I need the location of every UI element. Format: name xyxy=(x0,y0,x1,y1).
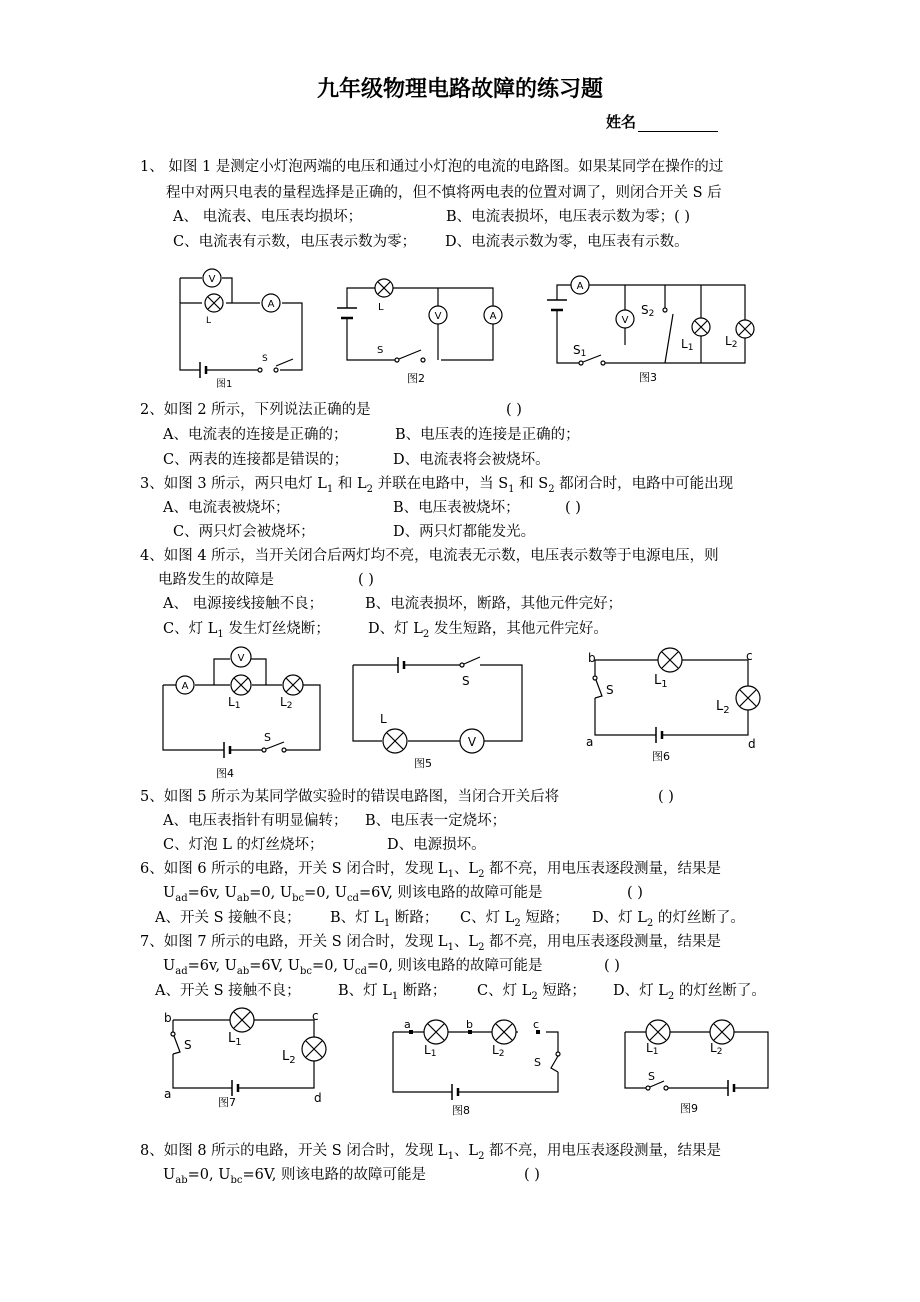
figure-9-circuit xyxy=(620,1016,780,1121)
q8-stem: 8、如图 8 所示的电路，开关 S 闭合时，发现 $L_1$、$L_2$ 都不亮，用电压表逐段测量，结果是 xyxy=(140,1143,722,1162)
figure-7-circuit xyxy=(158,1008,338,1123)
q8-answer-bracket[interactable]: ( ) xyxy=(524,1167,540,1183)
switch-label: S xyxy=(264,731,271,744)
q7-option-c: C、灯 $L_2$ 短路； xyxy=(477,983,586,1002)
q4-option-d: D、灯 $L_2$ 发生短路，其他元件完好。 xyxy=(368,621,608,640)
node-b-label: b xyxy=(466,1018,473,1031)
node-d-label: d xyxy=(314,1091,322,1105)
q7-option-b: B、灯 $L_1$ 断路； xyxy=(338,983,447,1002)
q5-option-d: D、电源损坏。 xyxy=(387,837,486,853)
node-a-label: a xyxy=(586,735,594,749)
q3-option-c: C、两只灯会被烧坏； xyxy=(173,524,315,540)
q1-line2: 程中对两只电表的量程选择是正确的，但不慎将两电表的位置对调了，则闭合开关 S 后 xyxy=(166,185,722,201)
voltmeter-label: V xyxy=(467,735,477,749)
figure-5-caption: 图5 xyxy=(414,757,432,770)
switch-label: S xyxy=(262,354,268,364)
lamp-l1-label: L1 xyxy=(646,1041,659,1057)
q3-option-b: B、电压表被烧坏； xyxy=(393,500,520,516)
switch-contact xyxy=(460,663,464,667)
switch-blade xyxy=(595,680,602,698)
switch-blade xyxy=(551,1056,558,1072)
lamp-label: L xyxy=(378,302,384,313)
switch-label: S xyxy=(534,1056,541,1069)
switch-s1-label: S1 xyxy=(573,343,587,359)
q3-option-d: D、两只灯都能发光。 xyxy=(393,524,536,540)
figure-7-caption: 图7 xyxy=(218,1096,236,1109)
q2-option-a: A、电流表的连接是正确的； xyxy=(163,427,348,443)
node-a-label: a xyxy=(404,1018,411,1031)
q5-answer-bracket[interactable]: ( ) xyxy=(658,789,674,805)
switch-label: S xyxy=(377,345,384,356)
q4-option-c: C、灯 $L_1$ 发生灯丝烧断； xyxy=(163,621,330,640)
switch-label: S xyxy=(606,683,614,697)
switch-contact xyxy=(593,676,597,680)
lamp-l2-label: L2 xyxy=(492,1043,505,1059)
q5-stem: 5、如图 5 所示为某同学做实验时的错误电路图，当闭合开关后将 xyxy=(140,789,560,805)
figure-4-circuit xyxy=(160,645,330,785)
figure-2-circuit xyxy=(335,268,515,388)
q2-stem: 2、如图 2 所示，下列说法正确的是 xyxy=(140,402,371,418)
q7-option-d: D、灯 $L_2$ 的灯丝断了。 xyxy=(613,983,766,1002)
q5-option-b: B、电压表一定烧坏； xyxy=(365,813,507,829)
q2-option-c: C、两表的连接都是错误的； xyxy=(163,452,349,468)
q6-option-d: D、灯 $L_2$ 的灯丝断了。 xyxy=(592,910,745,929)
switch-s2-contact xyxy=(663,308,667,312)
q2-option-b: B、电压表的连接是正确的； xyxy=(395,427,580,443)
switch-contact xyxy=(262,748,266,752)
figure-5-circuit xyxy=(350,655,530,775)
q2-option-d: D、电流表将会被烧坏。 xyxy=(393,452,550,468)
q6-answer-bracket[interactable]: ( ) xyxy=(627,885,643,901)
node-c-label: c xyxy=(312,1009,319,1023)
switch-s1-contact xyxy=(601,361,605,365)
switch-contact xyxy=(171,1032,175,1036)
figure-1-caption: 图1 xyxy=(216,379,233,390)
name-label: 姓名 xyxy=(606,113,637,131)
lamp-l2-label: L2 xyxy=(725,334,738,350)
ammeter-label: A xyxy=(267,299,275,310)
ammeter-label: A xyxy=(576,281,584,292)
lamp-l1-label: $L_1$ xyxy=(228,1031,242,1048)
lamp-l2-label: L2 xyxy=(280,695,293,711)
q5-option-a: A、电压表指针有明显偏转； xyxy=(163,813,348,829)
switch-contact xyxy=(395,358,399,362)
figure-3-caption: 图3 xyxy=(639,371,657,384)
lamp-l1-label: $L_1$ xyxy=(654,673,668,690)
q4-answer-bracket[interactable]: ( ) xyxy=(358,572,374,588)
switch-contact xyxy=(556,1052,560,1056)
lamp-label: L xyxy=(206,316,212,326)
voltmeter-label: V xyxy=(237,653,245,664)
switch-label: S xyxy=(462,674,470,688)
switch-s2-label: S2 xyxy=(641,303,655,319)
lamp-l1-label: L1 xyxy=(228,695,241,711)
ammeter-label: A xyxy=(181,681,189,692)
q6-stem: 6、如图 6 所示的电路，开关 S 闭合时，发现 $L_1$、$L_2$ 都不亮，用电压表逐段测量，结果是 xyxy=(140,861,722,880)
voltmeter-label: V xyxy=(208,274,216,285)
q4-option-a: A、 电源接线接触不良； xyxy=(163,596,324,612)
switch-label: S xyxy=(648,1070,655,1083)
q8-measurements: $U_{ab}=0$, $U_{bc}=6V$, 则该电路的故障可能是 xyxy=(163,1167,426,1186)
node-a-label: a xyxy=(164,1087,172,1101)
page-title: 九年级物理电路故障的练习题 xyxy=(316,76,603,102)
node-b-label: b xyxy=(164,1011,172,1025)
q3-answer-bracket[interactable]: ( ) xyxy=(565,500,581,516)
q7-option-a: A、开关 S 接触不良； xyxy=(155,983,301,999)
voltmeter-label: V xyxy=(621,315,629,326)
switch-contact xyxy=(258,368,262,372)
q3-stem: 3、如图 3 所示，两只电灯 $L_1$ 和 $L_2$ 并联在电路中，当 $S_1$ 和 $S_2$ 都闭合时，电路中可能出现 xyxy=(140,476,734,495)
figure-4-caption: 图4 xyxy=(216,767,234,780)
q7-stem: 7、如图 7 所示的电路，开关 S 闭合时，发现 $L_1$、$L_2$ 都不亮，用电压表逐段测量，结果是 xyxy=(140,934,722,953)
switch-contact xyxy=(646,1086,650,1090)
q7-measurements: $U_{ad}=6v$, $U_{ab}=6V$, $U_{bc}=0$, $U_{cd}=0$, 则该电路的故障可能是 xyxy=(163,958,543,977)
q4-option-b: B、电流表损坏，断路，其他元件完好； xyxy=(365,596,623,612)
lamp-label: L xyxy=(380,712,387,726)
q6-measurements: $U_{ad}=6v$, $U_{ab}=0$, $U_{bc}=0$, $U_{cd}=6V$, 则该电路的故障可能是 xyxy=(163,885,543,904)
switch-contact xyxy=(274,368,278,372)
figure-3-circuit xyxy=(545,270,760,385)
ammeter-label: A xyxy=(489,311,497,322)
figure-2-caption: 图2 xyxy=(407,372,425,385)
figure-8-caption: 图8 xyxy=(452,1104,470,1117)
figure-6-circuit xyxy=(580,648,770,768)
q4-line1: 4、如图 4 所示，当开关闭合后两灯均不亮，电流表无示数，电压表示数等于电源电压，则 xyxy=(140,548,719,564)
switch-contact xyxy=(282,748,286,752)
switch-blade xyxy=(173,1036,180,1054)
switch-blade xyxy=(464,657,480,664)
q6-option-a: A、开关 S 接触不良； xyxy=(155,910,301,926)
lamp-l1-label: L1 xyxy=(681,337,694,353)
name-field xyxy=(606,111,718,132)
voltmeter-label: V xyxy=(434,311,442,322)
figure-1-circuit xyxy=(170,265,310,390)
figure-6-caption: 图6 xyxy=(652,750,670,763)
switch-contact xyxy=(664,1086,668,1090)
q5-option-c: C、灯泡 L 的灯丝烧坏； xyxy=(163,837,324,853)
lamp-l2-label: L2 xyxy=(710,1041,723,1057)
lamp-l1-label: L1 xyxy=(424,1043,437,1059)
node-c-label: c xyxy=(746,649,753,663)
lamp-l2-label: $L_2$ xyxy=(282,1049,296,1066)
q1-line1: 1、 如图 1 是测定小灯泡两端的电压和通过小灯泡的电流的电路图。如果某同学在操作的过 xyxy=(140,159,724,175)
node-c-label: c xyxy=(533,1018,540,1031)
q6-option-b: B、灯 $L_1$ 断路； xyxy=(330,910,439,929)
q2-answer-bracket[interactable]: ( ) xyxy=(506,402,522,418)
q4-line2: 电路发生的故障是 xyxy=(158,572,274,588)
node-d-label: d xyxy=(748,737,756,751)
q3-option-a: A、电流表被烧坏； xyxy=(163,500,290,516)
figure-9-caption: 图9 xyxy=(680,1102,698,1115)
q1-option-c: C、电流表有示数，电压表示数为零； xyxy=(173,234,417,250)
lamp-l2-label: $L_2$ xyxy=(716,699,730,716)
switch-s1-contact xyxy=(579,361,583,365)
q1-option-b: B、电流表损坏，电压表示数为零；( ) xyxy=(446,209,691,225)
q6-option-c: C、灯 $L_2$ 短路； xyxy=(460,910,569,929)
q1-option-d: D、电流表示数为零，电压表有示数。 xyxy=(445,234,689,250)
switch-contact xyxy=(421,358,425,362)
node-b-label: b xyxy=(588,651,596,665)
q7-answer-bracket[interactable]: ( ) xyxy=(604,958,620,974)
q1-option-a: A、 电流表、电压表均损坏； xyxy=(173,209,363,225)
name-blank-line xyxy=(638,115,718,132)
figure-8-circuit xyxy=(388,1016,578,1121)
switch-label: S xyxy=(184,1038,192,1052)
